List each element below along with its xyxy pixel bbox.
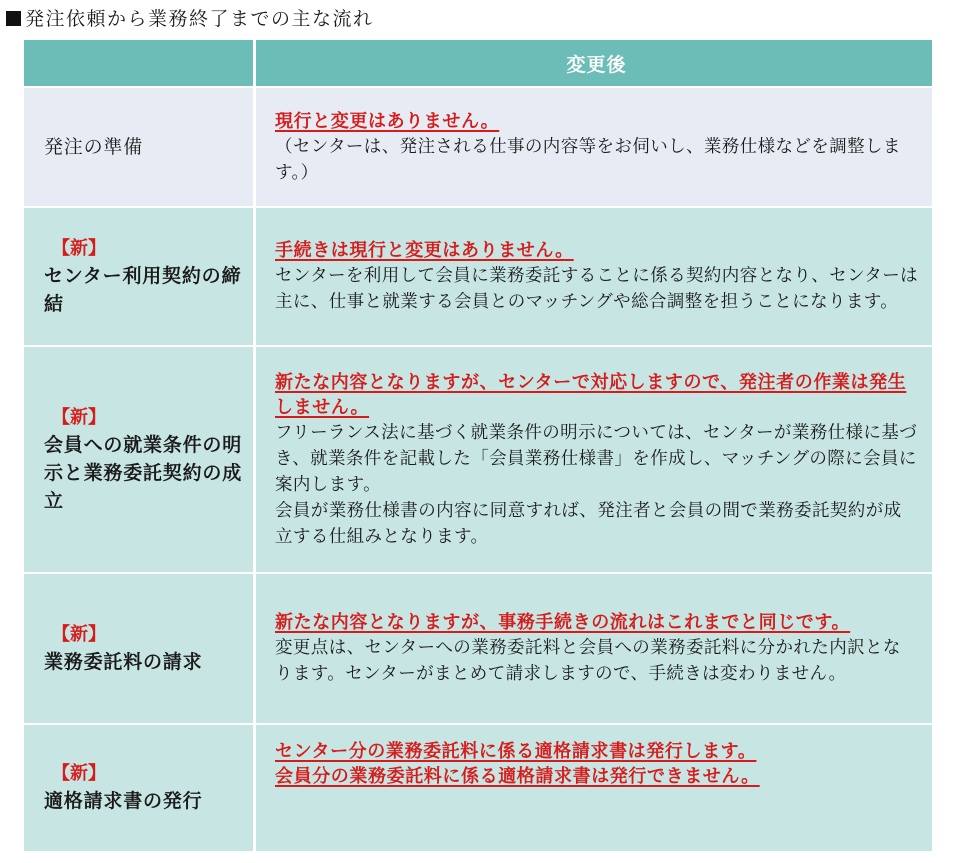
table-row [24, 207, 932, 346]
change-note: 会員分の業務委託料に係る適格請求書は発行できません。 [275, 766, 760, 787]
header-cell-left [24, 39, 255, 87]
stage-cell [24, 87, 255, 207]
section-heading-text: 発注依頼から業務終了までの主な流れ [25, 8, 374, 30]
description: センターを利用して会員に業務委託することに係る契約内容となり、センターは主に、仕事と就業する会員とのマッチングや総合調整を担うことになります。 [275, 266, 918, 312]
flow-table [24, 38, 932, 853]
description: 変更点は、センターへの業務委託料と会員への業務委託料に分かれた内訳となります。センターがまとめて請求しますので、手続きは変わりません。 [275, 638, 901, 684]
table-row [24, 724, 932, 852]
stage-cell [24, 573, 255, 724]
stage-label: 会員への就業条件の明示と業務委託契約の成立 [44, 433, 243, 512]
description: （センターは、発注される仕事の内容等をお伺いし、業務仕様などを調整します。） [275, 136, 901, 183]
stage-label: センター利用契約の締結 [44, 264, 242, 315]
description: フリーランス法に基づく就業条件の明示については、センターが業務仕様に基づき、就業条件を記載した「会員業務仕様書」を作成し、マッチングの際に会員に案内します。 [275, 422, 918, 495]
stage-label: 発注の準備 [44, 136, 144, 158]
change-note: 新たな内容となりますが、センターで対応しますので、発注者の作業は発生しません。 [275, 371, 907, 418]
content-cell [255, 207, 933, 346]
stage-label: 適格請求書の発行 [44, 790, 203, 812]
section-heading [6, 4, 374, 31]
content-cell [255, 573, 933, 724]
new-tag: 【新】 [52, 763, 106, 784]
new-tag: 【新】 [52, 237, 106, 259]
change-note: 現行と変更はありません。 [275, 110, 500, 132]
table-header-row [24, 39, 932, 87]
change-note: 新たな内容となりますが、事務手続きの流れはこれまでと同じです。 [275, 612, 851, 633]
change-note: センター分の業務委託料に係る適格請求書は発行します。 [275, 741, 757, 762]
description: 会員が業務仕様書の内容に同意すれば、発注者と会員の間で業務委託契約が成立する仕組みとなります。 [275, 500, 902, 547]
header-cell-changed: 変更後 [255, 39, 933, 87]
stage-cell [24, 346, 255, 573]
table-row [24, 573, 932, 724]
stage-label: 業務委託料の請求 [44, 650, 203, 673]
content-cell [255, 346, 933, 573]
black-square-icon [6, 11, 21, 26]
table-row [24, 346, 932, 573]
content-cell [255, 87, 933, 207]
new-tag: 【新】 [52, 406, 106, 428]
table-row [24, 87, 932, 207]
new-tag: 【新】 [52, 623, 106, 645]
stage-cell [24, 724, 255, 852]
change-note: 手続きは現行と変更はありません。 [275, 240, 574, 261]
stage-cell [24, 207, 255, 346]
content-cell [255, 724, 933, 852]
